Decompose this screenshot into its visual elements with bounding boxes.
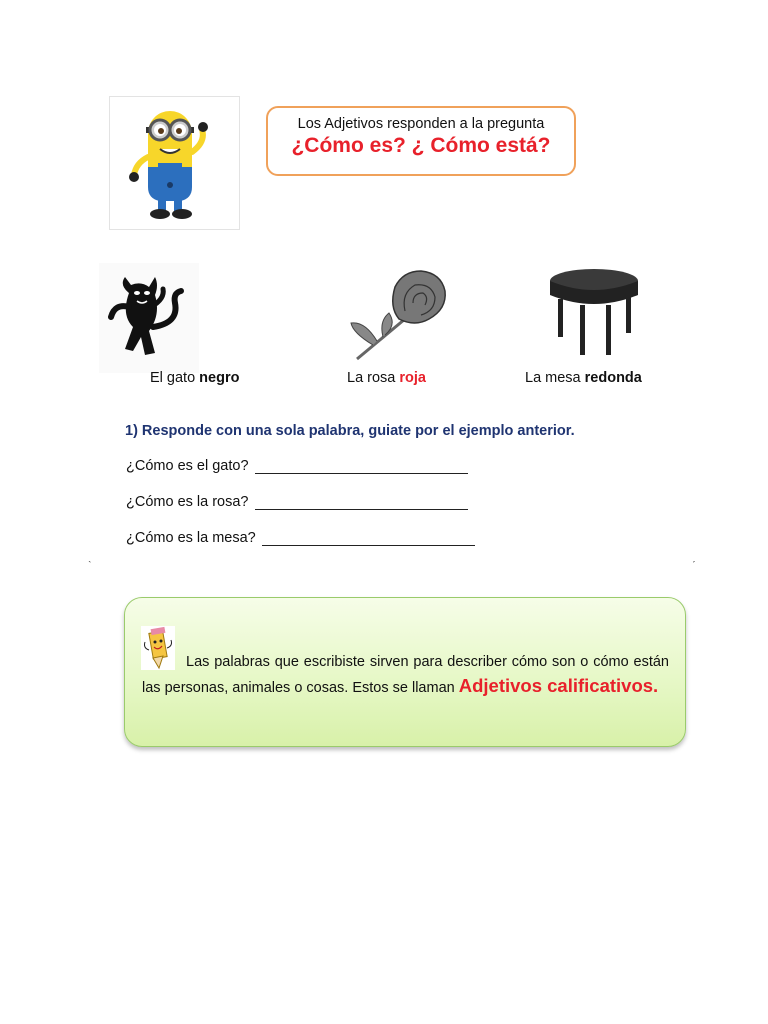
exercise-title: 1) Responde con una sola palabra, guiate por el ejemplo anterior.: [125, 423, 575, 439]
question-cat-label: ¿Cómo es el gato?: [126, 458, 249, 474]
callout-intro-text: Los Adjetivos responden a la pregunta: [297, 116, 545, 132]
caption-cat: [150, 370, 239, 386]
question-row-cat: [126, 458, 468, 474]
stray-mark-left: ˋ: [88, 560, 92, 572]
round-table-icon: [546, 263, 642, 363]
caption-table: [525, 370, 642, 386]
rose-icon: [343, 263, 453, 363]
info-box: [124, 597, 686, 747]
minion-icon: [110, 97, 239, 229]
question-row-table: [126, 530, 475, 546]
answer-blank-rose[interactable]: [255, 495, 468, 510]
black-cat-icon: [99, 263, 199, 373]
caption-rose-noun: La rosa: [347, 370, 400, 386]
info-highlight-term: Adjetivos calificativos.: [458, 675, 659, 696]
caption-cat-adjective: negro: [199, 370, 240, 386]
cat-image: [99, 263, 199, 373]
callout-question-text: ¿Cómo es? ¿ Cómo está?: [291, 134, 551, 157]
answer-blank-cat[interactable]: [255, 459, 468, 474]
caption-rose-adjective: roja: [399, 370, 426, 386]
caption-table-adjective: redonda: [584, 370, 642, 386]
question-table-label: ¿Cómo es la mesa?: [126, 530, 256, 546]
info-paragraph: [142, 651, 669, 700]
table-image: [546, 263, 642, 363]
caption-table-noun: La mesa: [525, 370, 585, 386]
info-body-text: Las palabras que escribiste sirven para describer cómo son o cómo están las personas, animales o cosas. Estos se llaman: [142, 654, 669, 696]
minion-image: [109, 96, 240, 230]
caption-cat-noun: El gato: [150, 370, 200, 386]
stray-mark-right: ˊ: [692, 560, 696, 572]
answer-blank-table[interactable]: [262, 531, 475, 546]
question-callout: [266, 106, 576, 176]
question-rose-label: ¿Cómo es la rosa?: [126, 494, 249, 510]
question-row-rose: [126, 494, 468, 510]
rose-image: [343, 263, 453, 363]
caption-rose: [347, 370, 426, 386]
